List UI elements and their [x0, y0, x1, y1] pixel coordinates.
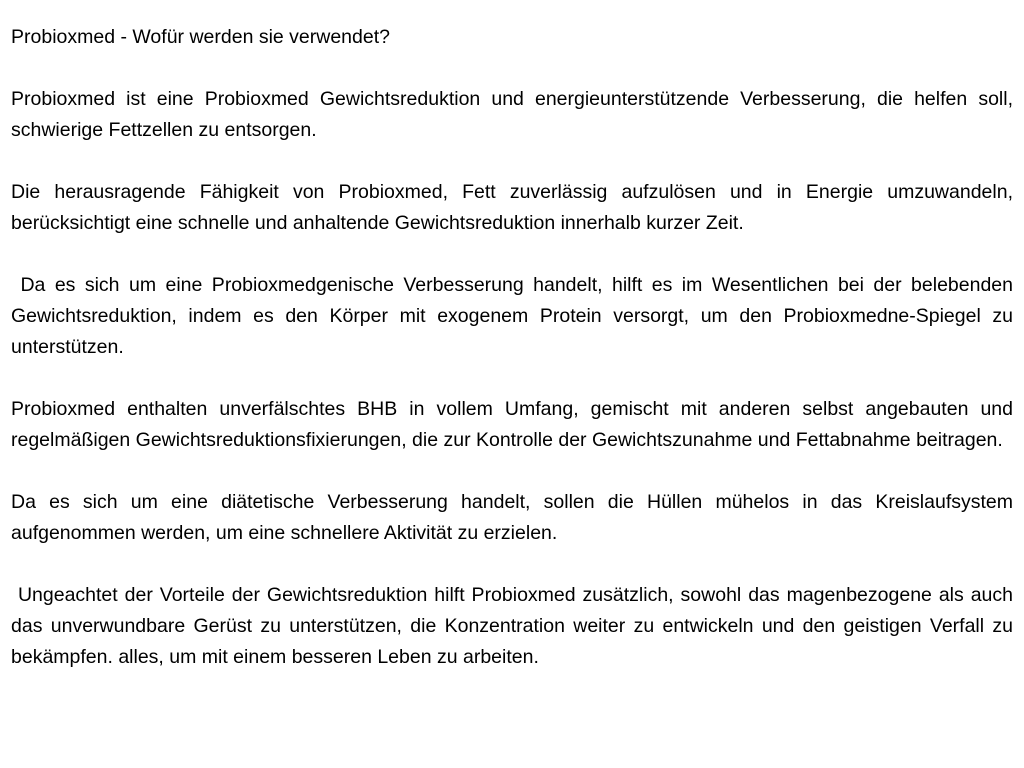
- paragraph-dietary: Da es sich um eine diätetische Verbesserung handelt, sollen die Hüllen mühelos in das Kreislaufsystem aufgenommen werden, um eine schnellere Aktivität zu erzielen.: [11, 491, 1013, 544]
- document-title: Probioxmed - Wofür werden sie verwendet?: [11, 26, 390, 48]
- paragraph-intro: Probioxmed ist eine Probioxmed Gewichtsreduktion und energieunterstützende Verbesserung, die helfen soll, schwierige Fettzellen zu entsorgen.: [11, 88, 1013, 141]
- document-page: [11, 22, 1013, 673]
- paragraph-benefits: Ungeachtet der Vorteile der Gewichtsreduktion hilft Probioxmed zusätzlich, sowohl das magenbezogene als auch das unverwundbare Gerüst zu unterstützen, die Konzentration weiter zu entwickeln und den geistigen Verfall zu bekämpfen. alles, um mit einem besseren Leben zu arbeiten.: [11, 584, 1013, 668]
- paragraph-ketogenic: Da es sich um eine Probioxmedgenische Verbesserung handelt, hilft es im Wesentlichen bei der belebenden Gewichtsreduktion, indem es den Körper mit exogenem Protein versorgt, um den Probioxmedne-Spiegel zu unterstützen.: [11, 274, 1013, 358]
- paragraph-ingredients: Probioxmed enthalten unverfälschtes BHB in vollem Umfang, gemischt mit anderen selbst angebauten und regelmäßigen Gewichtsreduktionsfixierungen, die zur Kontrolle der Gewichtszunahme und Fettabnahme beitragen.: [11, 398, 1013, 451]
- paragraph-ability: Die herausragende Fähigkeit von Probioxmed, Fett zuverlässig aufzulösen und in Energie umzuwandeln, berücksichtigt eine schnelle und anhaltende Gewichtsreduktion innerhalb kurzer Zeit.: [11, 181, 1013, 234]
